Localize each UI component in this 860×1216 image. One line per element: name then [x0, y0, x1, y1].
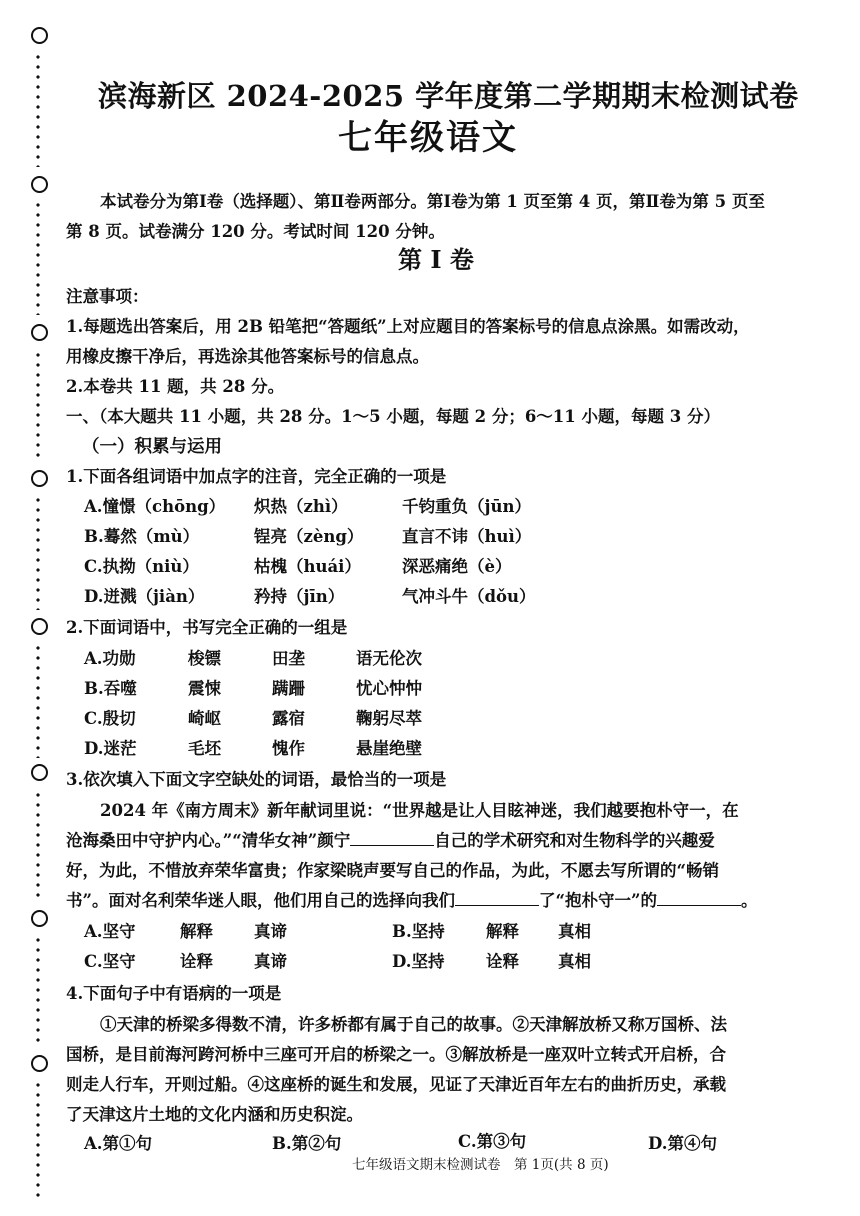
q4-passage-line-2: 国桥，是目前海河跨河桥中三座可开启的桥梁之一。③解放桥是一座双叶立转式开启桥，合: [66, 1045, 726, 1064]
q1-option-c-3: 深恶痛绝（è）: [402, 557, 512, 576]
binding-hole: [31, 176, 48, 193]
note-2: 2.本卷共 11 题，共 28 分。: [66, 377, 285, 396]
binding-dots: [36, 350, 40, 460]
q4-option-c: C.第③句: [458, 1132, 527, 1151]
q4-option-a: A.第①句: [84, 1134, 153, 1153]
q3-passage-line-3: 好，为此，不惜放弃荣华富贵；作家梁晓声要写自己的作品，为此，不愿去写所谓的“畅销: [66, 861, 719, 880]
q4-option-b: B.第②句: [272, 1134, 342, 1153]
exam-subject: 七年级语文: [338, 118, 518, 158]
q3-passage-line-4: [66, 887, 757, 911]
q2-option-c-3: 露宿: [272, 709, 305, 728]
q3-passage-text: 。: [740, 891, 758, 910]
q3-option-a-1: A.坚守: [84, 922, 136, 941]
q3-option-c-3: 真谛: [254, 952, 287, 971]
intro-line-2: 第 8 页。试卷满分 120 分。考试时间 120 分钟。: [66, 222, 445, 241]
q1-option-a-2: 炽热（zhì）: [254, 497, 348, 516]
binding-margin: [0, 0, 60, 1216]
part-heading: 一、（本大题共 11 小题，共 28 分。1～5 小题，每题 2 分；6～11 小题，每题 3 分）: [66, 407, 720, 426]
q2-option-b-2: 震悚: [188, 679, 221, 698]
q4-passage-line-3: 则走人行车，开则过船。④这座桥的诞生和发展，见证了天津近百年左右的曲折历史，承载: [66, 1075, 726, 1094]
q2-option-b-3: 蹒跚: [272, 679, 305, 698]
question-1-stem: 1.下面各组词语中加点字的注音，完全正确的一项是: [66, 467, 447, 486]
part-subheading: （一）积累与运用: [82, 437, 222, 457]
binding-hole: [31, 910, 48, 927]
q2-option-d-4: 悬崖绝壁: [356, 739, 422, 758]
q3-option-b-3: 真相: [558, 922, 591, 941]
binding-hole: [31, 470, 48, 487]
binding-dots: [36, 1080, 40, 1200]
q1-option-d-2: 矜持（jīn）: [254, 587, 345, 606]
binding-dots: [36, 200, 40, 315]
binding-dots: [36, 52, 40, 167]
question-4-stem: 4.下面句子中有语病的一项是: [66, 984, 282, 1003]
binding-hole: [31, 27, 48, 44]
q3-option-d-2: 诠释: [486, 952, 519, 971]
q3-option-d-3: 真相: [558, 952, 591, 971]
q4-passage-line-1: ①天津的桥梁多得数不清，许多桥都有属于自己的故事。②天津解放桥又称万国桥、法: [100, 1015, 727, 1034]
question-3-stem: 3.依次填入下面文字空缺处的词语，最恰当的一项是: [66, 770, 447, 789]
q2-option-a-4: 语无伦次: [356, 649, 422, 668]
note-1b: 用橡皮擦干净后，再选涂其他答案标号的信息点。: [66, 347, 429, 366]
q3-passage-text: 自己的学术研究和对生物科学的兴趣爱: [434, 831, 715, 850]
q2-option-b-1: B.吞噬: [84, 679, 137, 698]
q2-option-c-4: 鞠躬尽萃: [356, 709, 422, 728]
q2-option-d-1: D.迷茫: [84, 739, 137, 758]
q2-option-a-1: A.功勋: [84, 649, 136, 668]
q1-option-b-3: 直言不讳（huì）: [402, 527, 532, 546]
q3-passage-line-2: [66, 827, 715, 851]
binding-hole: [31, 618, 48, 635]
answer-blank: [350, 831, 434, 846]
intro-line-1: 本试卷分为第Ⅰ卷（选择题）、第Ⅱ卷两部分。第Ⅰ卷为第 1 页至第 4 页，第Ⅱ卷为第 5 页至: [100, 192, 765, 211]
q1-option-b-2: 锃亮（zèng）: [254, 527, 364, 546]
page-footer: 七年级语文期末检测试卷 第 1页(共 8 页): [352, 1157, 609, 1173]
q1-option-c-2: 枯槐（huái）: [254, 557, 361, 576]
binding-dots: [36, 495, 40, 610]
q3-option-c-2: 诠释: [180, 952, 213, 971]
q3-option-a-2: 解释: [180, 922, 213, 941]
q1-option-a-1: A.憧憬（chōng）: [84, 497, 226, 516]
q3-passage-text: 书”。面对名利荣华迷人眼，他们用自己的选择向我们: [66, 891, 455, 910]
q1-option-a-3: 千钧重负（jūn）: [402, 497, 531, 516]
note-1a: 1.每题选出答案后，用 2B 铅笔把“答题纸”上对应题目的答案标号的信息点涂黑。如需改动，: [66, 317, 750, 336]
q3-option-b-2: 解释: [486, 922, 519, 941]
answer-blank: [657, 891, 741, 906]
binding-hole: [31, 764, 48, 781]
q2-option-a-3: 田垄: [272, 649, 305, 668]
binding-dots: [36, 790, 40, 900]
q4-option-d: D.第④句: [648, 1134, 717, 1153]
q1-option-c-1: C.执拗（niù）: [84, 557, 199, 576]
q2-option-c-2: 崎岖: [188, 709, 221, 728]
binding-hole: [31, 1055, 48, 1072]
question-2-stem: 2.下面词语中，书写完全正确的一组是: [66, 618, 348, 637]
exam-title: 滨海新区 2024-2025 学年度第二学期期末检测试卷: [98, 79, 799, 113]
q3-option-a-3: 真谛: [254, 922, 287, 941]
q2-option-a-2: 梭镖: [188, 649, 221, 668]
q1-option-b-1: B.蓦然（mù）: [84, 527, 200, 546]
q2-option-d-2: 毛坯: [188, 739, 221, 758]
exam-page: [60, 0, 840, 1216]
binding-hole: [31, 324, 48, 341]
q3-option-d-1: D.坚持: [392, 952, 445, 971]
notes-heading: 注意事项：: [66, 287, 149, 306]
q3-passage-line-1: 2024 年《南方周末》新年献词里说：“世界越是让人目眩神迷，我们越要抱朴守一，在: [100, 801, 739, 820]
q3-passage-text: 沧海桑田中守护内心。”“清华女神”颜宁: [66, 831, 351, 850]
section-title: 第 Ⅰ 卷: [398, 245, 474, 274]
answer-blank: [455, 891, 539, 906]
q1-option-d-1: D.迸溅（jiàn）: [84, 587, 205, 606]
binding-dots: [36, 935, 40, 1045]
q3-option-b-1: B.坚持: [392, 922, 445, 941]
q3-passage-text: 了“抱朴守一”的: [539, 891, 657, 910]
q2-option-d-3: 愧作: [272, 739, 305, 758]
q2-option-b-4: 忧心忡忡: [356, 679, 422, 698]
q4-passage-line-4: 了天津这片土地的文化内涵和历史积淀。: [66, 1105, 363, 1124]
q3-option-c-1: C.坚守: [84, 952, 136, 971]
q2-option-c-1: C.殷切: [84, 709, 136, 728]
q1-option-d-3: 气冲斗牛（dǒu）: [402, 587, 536, 606]
binding-dots: [36, 643, 40, 758]
